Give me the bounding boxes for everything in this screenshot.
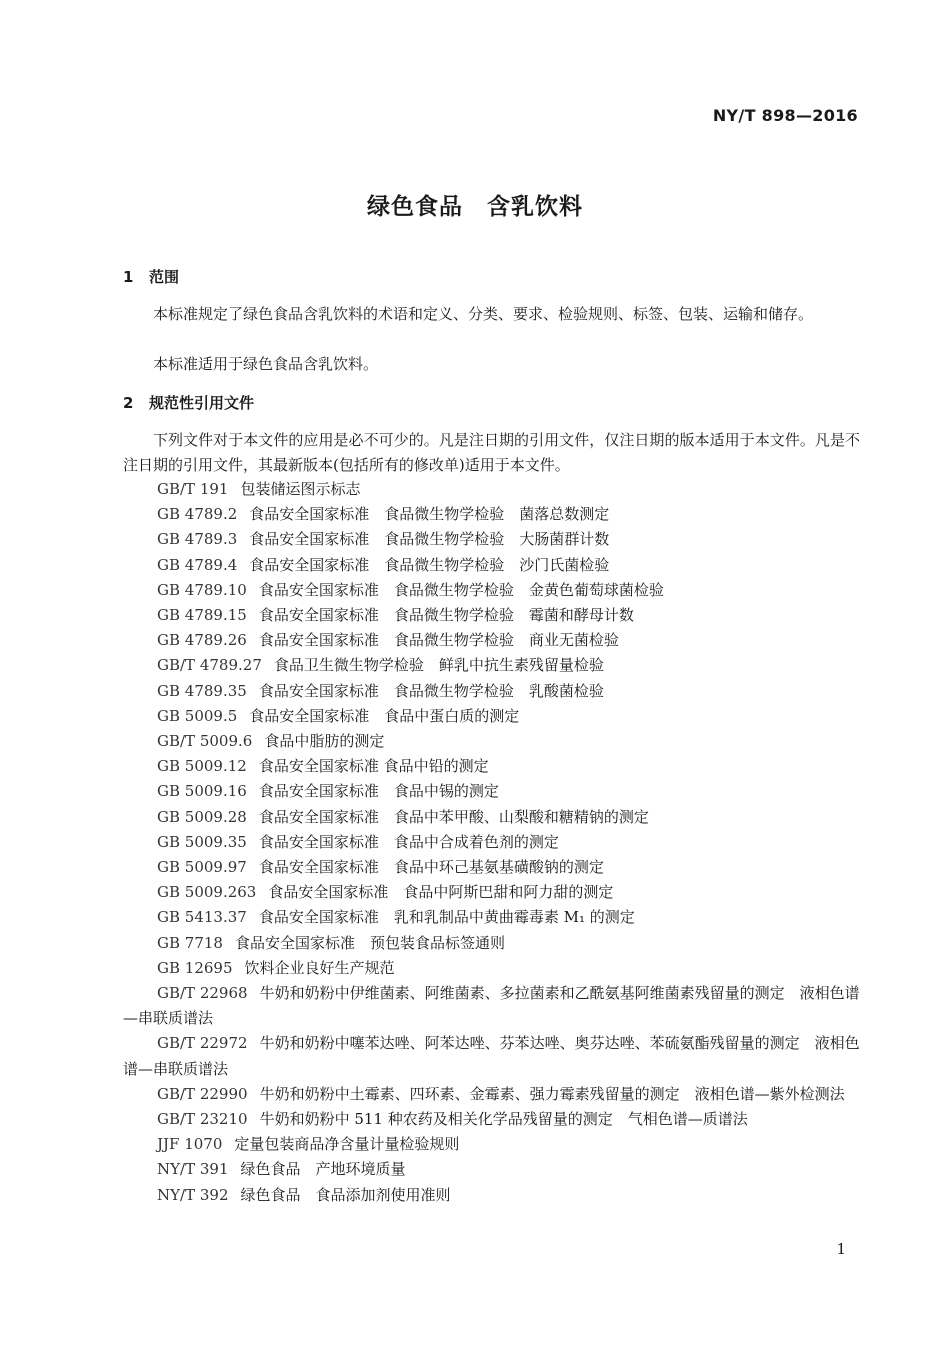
section-2-heading <box>123 392 254 413</box>
reference-title: 绿色食品 食品添加剂使用准则 <box>240 1185 451 1204</box>
reference-item <box>123 1082 863 1107</box>
reference-item <box>123 855 863 880</box>
reference-title: 食品安全国家标准 食品中蛋白质的测定 <box>249 706 520 725</box>
reference-title: 食品卫生微生物学检验 鲜乳中抗生素残留量检验 <box>273 656 604 675</box>
reference-title: 定量包装商品净含量计量检验规则 <box>234 1135 460 1154</box>
reference-code: GB 5009.263 <box>157 883 257 902</box>
reference-item <box>123 754 863 779</box>
reference-code: GB/T 22972 <box>157 1034 248 1053</box>
reference-code: GB 12695 <box>157 958 233 977</box>
reference-item <box>123 981 863 1031</box>
reference-code: GB/T 22990 <box>157 1084 248 1103</box>
reference-title: 绿色食品 产地环境质量 <box>240 1160 406 1179</box>
reference-code: GB 4789.3 <box>157 530 238 549</box>
section-1-title: 范围 <box>149 268 180 286</box>
reference-item <box>123 1031 863 1081</box>
reference-title: 食品安全国家标准 食品微生物学检验 沙门氏菌检验 <box>249 555 610 574</box>
section-2-title: 规范性引用文件 <box>149 394 255 412</box>
section-2-number: 2 <box>123 394 134 412</box>
reference-title: 食品安全国家标准 食品中铅的测定 <box>258 757 489 776</box>
reference-title: 牛奶和奶粉中噻苯达唑、阿苯达唑、芬苯达唑、奥芬达唑、苯硫氨酯残留量的测定 液相色谱—串联质谱法 <box>123 1034 860 1078</box>
reference-title: 食品中脂肪的测定 <box>264 732 385 751</box>
reference-item <box>123 880 863 905</box>
reference-item <box>123 956 863 981</box>
reference-item <box>123 477 863 502</box>
reference-item <box>123 628 863 653</box>
reference-item <box>123 603 863 628</box>
reference-title: 牛奶和奶粉中伊维菌素、阿维菌素、多拉菌素和乙酰氨基阿维菌素残留量的测定 液相色谱—串联质谱法 <box>123 984 860 1028</box>
reference-title: 饮料企业良好生产规范 <box>244 958 395 977</box>
reference-title: 食品安全国家标准 食品微生物学检验 乳酸菌检验 <box>258 681 604 700</box>
reference-title: 食品安全国家标准 食品中合成着色剂的测定 <box>258 832 559 851</box>
reference-title: 食品安全国家标准 食品中环己基氨基磺酸钠的测定 <box>258 858 604 877</box>
reference-item <box>123 653 863 678</box>
reference-item <box>123 553 863 578</box>
reference-title: 食品安全国家标准 乳和乳制品中黄曲霉毒素 M₁ 的测定 <box>258 908 635 927</box>
page-number: 1 <box>836 1240 846 1258</box>
reference-code: GB/T 5009.6 <box>157 732 253 751</box>
reference-item <box>123 679 863 704</box>
reference-title: 食品安全国家标准 食品中阿斯巴甜和阿力甜的测定 <box>268 883 614 902</box>
document-title: 绿色食品 含乳饮料 <box>367 194 583 220</box>
reference-item <box>123 729 863 754</box>
reference-item <box>123 905 863 930</box>
section-1-paragraph-1: 本标准规定了绿色食品含乳饮料的术语和定义、分类、要求、检验规则、标签、包装、运输和储存。 <box>153 305 814 323</box>
reference-code: GB/T 23210 <box>157 1110 248 1129</box>
reference-item <box>123 502 863 527</box>
reference-code: GB 4789.2 <box>157 505 238 524</box>
standard-code: NY/T 898—2016 <box>712 106 858 125</box>
reference-code: GB/T 191 <box>157 480 229 498</box>
reference-code: GB 7718 <box>157 933 223 952</box>
reference-item <box>123 1157 863 1182</box>
reference-code: NY/T 391 <box>157 1160 229 1179</box>
reference-code: JJF 1070 <box>157 1135 223 1154</box>
reference-code: GB 5009.12 <box>157 757 247 776</box>
section-2-intro: 下列文件对于本文件的应用是必不可少的。凡是注日期的引用文件，仅注日期的版本适用于本文件。凡是不注日期的引用文件，其最新版本(包括所有的修改单)适用于本文件。 <box>123 431 860 474</box>
reference-code: GB 5009.16 <box>157 782 247 801</box>
reference-title: 食品安全国家标准 食品中锡的测定 <box>258 782 499 801</box>
reference-code: NY/T 392 <box>157 1185 229 1204</box>
reference-title: 食品安全国家标准 食品微生物学检验 霉菌和酵母计数 <box>258 606 634 625</box>
reference-item <box>123 805 863 830</box>
reference-title: 牛奶和奶粉中 511 种农药及相关化学品残留量的测定 气相色谱—质谱法 <box>259 1110 748 1129</box>
section-1-paragraph-2: 本标准适用于绿色食品含乳饮料。 <box>153 355 379 373</box>
reference-title: 食品安全国家标准 预包装食品标签通则 <box>234 933 505 952</box>
reference-item <box>123 1132 863 1157</box>
reference-code: GB 4789.35 <box>157 681 247 700</box>
reference-code: GB 5009.97 <box>157 858 247 877</box>
reference-item <box>123 931 863 956</box>
reference-code: GB/T 22968 <box>157 984 248 1003</box>
reference-code: GB 4789.10 <box>157 580 247 599</box>
reference-code: GB 4789.15 <box>157 606 247 625</box>
reference-item <box>123 779 863 804</box>
reference-code: GB 5009.28 <box>157 807 247 826</box>
reference-item <box>123 527 863 552</box>
reference-code: GB 5413.37 <box>157 908 247 927</box>
reference-title: 食品安全国家标准 食品微生物学检验 商业无菌检验 <box>258 631 619 650</box>
reference-code: GB/T 4789.27 <box>157 656 262 675</box>
reference-item <box>123 830 863 855</box>
reference-item <box>123 1183 863 1208</box>
reference-code: GB 4789.4 <box>157 555 238 574</box>
reference-title: 包装储运图示标志 <box>240 480 361 498</box>
reference-item <box>123 578 863 603</box>
reference-code: GB 5009.35 <box>157 832 247 851</box>
reference-title: 食品安全国家标准 食品微生物学检验 菌落总数测定 <box>249 505 610 524</box>
section-1-number: 1 <box>123 268 134 286</box>
reference-item <box>123 1107 863 1132</box>
reference-list <box>123 477 863 1208</box>
reference-code: GB 4789.26 <box>157 631 247 650</box>
reference-title: 食品安全国家标准 食品中苯甲酸、山梨酸和糖精钠的测定 <box>258 807 649 826</box>
reference-item <box>123 704 863 729</box>
reference-title: 牛奶和奶粉中土霉素、四环素、金霉素、强力霉素残留量的测定 液相色谱—紫外检测法 <box>259 1084 845 1103</box>
reference-title: 食品安全国家标准 食品微生物学检验 金黄色葡萄球菌检验 <box>258 580 664 599</box>
reference-title: 食品安全国家标准 食品微生物学检验 大肠菌群计数 <box>249 530 610 549</box>
reference-code: GB 5009.5 <box>157 706 238 725</box>
section-1-heading <box>123 266 179 287</box>
